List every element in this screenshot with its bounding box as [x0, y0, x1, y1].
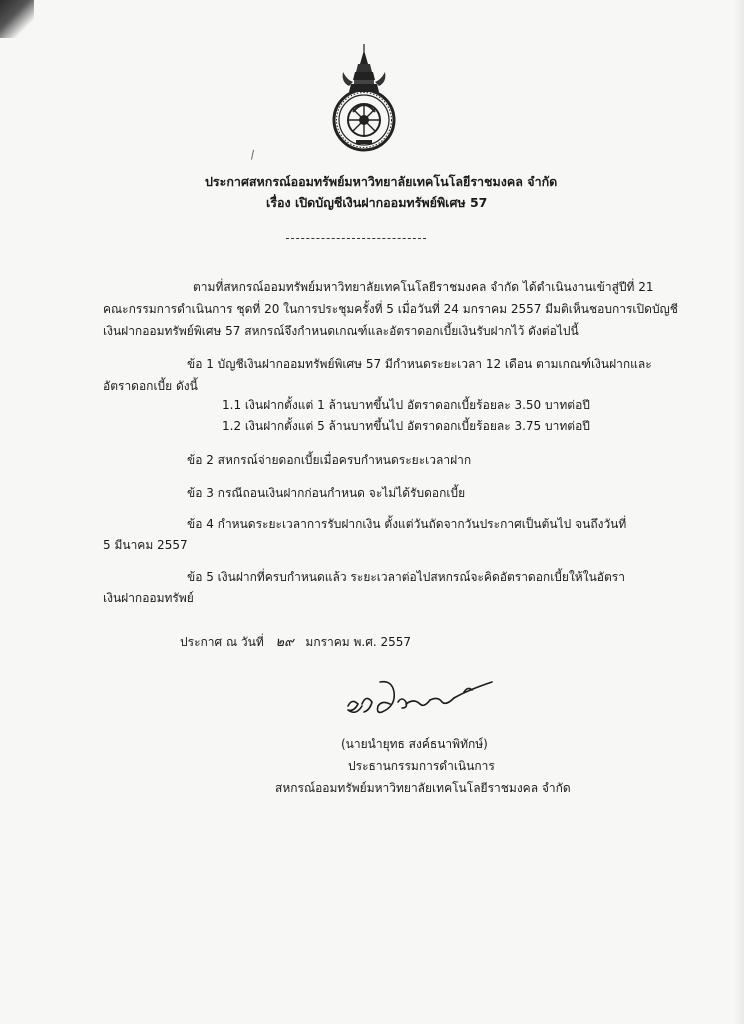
- clause-1-line-1: ข้อ 1 บัญชีเงินฝากออมทรัพย์พิเศษ 57 มีกำหนดระยะเวลา 12 เดือน ตามเกณฑ์เงินฝากและ: [187, 357, 652, 371]
- intro-line-1: ตามที่สหกรณ์ออมทรัพย์มหาวิทยาลัยเทคโนโลยีราชมงคล จำกัด ได้ดำเนินงานเข้าสู่ปีที่ 21: [193, 280, 654, 294]
- intro-line-2: คณะกรรมการดำเนินการ ชุดที่ 20 ในการประชุมครั้งที่ 5 เมื่อวันที่ 24 มกราคม 2557 มีมติเห็นชอบการเปิดบัญชี: [103, 302, 678, 316]
- clause-2: ข้อ 2 สหกรณ์จ่ายดอกเบี้ยเมื่อครบกำหนดระยะเวลาฝาก: [187, 453, 472, 467]
- signatory-name: (นายนำยุทธ สงค์ธนาพิทักษ์): [341, 737, 488, 751]
- clause-5-line-2: เงินฝากออมทรัพย์: [103, 591, 194, 605]
- clause-4-line-2: 5 มีนาคม 2557: [103, 538, 188, 552]
- signature-image: [342, 676, 512, 724]
- announcement-day-handwritten: ๒๙: [275, 635, 294, 650]
- announcement-prefix: ประกาศ ณ วันที่: [180, 635, 264, 649]
- scan-edge-shadow: [734, 0, 744, 1024]
- university-seal-logo: [327, 42, 401, 154]
- clause-1-2: 1.2 เงินฝากตั้งแต่ 5 ล้านบาทขึ้นไป อัตราดอกเบี้ยร้อยละ 3.75 บาทต่อปี: [222, 419, 590, 433]
- clause-1-line-2: อัตราดอกเบี้ย ดังนี้: [103, 379, 198, 393]
- announcement-suffix: มกราคม พ.ศ. 2557: [305, 635, 412, 649]
- document-title: ประกาศสหกรณ์ออมทรัพย์มหาวิทยาลัยเทคโนโลยีราชมงคล จำกัด: [205, 174, 558, 189]
- scan-corner-shadow: [0, 0, 34, 38]
- clause-4-line-1: ข้อ 4 กำหนดระยะเวลาการรับฝากเงิน ตั้งแต่วันถัดจากวันประกาศเป็นต้นไป จนถึงวันที่: [187, 517, 627, 531]
- announcement-date: [180, 634, 411, 651]
- clause-3: ข้อ 3 กรณีถอนเงินฝากก่อนกำหนด จะไม่ได้รับดอกเบี้ย: [187, 486, 466, 500]
- intro-line-3: เงินฝากออมทรัพย์พิเศษ 57 สหกรณ์จึงกำหนดเกณฑ์และอัตราดอกเบี้ยเงินรับฝากไว้ ดังต่อไปนี้: [103, 324, 579, 338]
- signatory-position: ประธานกรรมการดำเนินการ: [348, 759, 495, 773]
- pen-mark: [251, 150, 257, 161]
- signatory-organization: สหกรณ์ออมทรัพย์มหาวิทยาลัยเทคโนโลยีราชมงคล จำกัด: [275, 781, 571, 795]
- title-divider: [286, 238, 426, 239]
- clause-1-1: 1.1 เงินฝากตั้งแต่ 1 ล้านบาทขึ้นไป อัตราดอกเบี้ยร้อยละ 3.50 บาทต่อปี: [222, 398, 590, 412]
- document-subject: เรื่อง เปิดบัญชีเงินฝากออมทรัพย์พิเศษ 57: [266, 195, 488, 210]
- clause-5-line-1: ข้อ 5 เงินฝากที่ครบกำหนดแล้ว ระยะเวลาต่อไปสหกรณ์จะคิดอัตราดอกเบี้ยให้ในอัตรา: [187, 570, 625, 584]
